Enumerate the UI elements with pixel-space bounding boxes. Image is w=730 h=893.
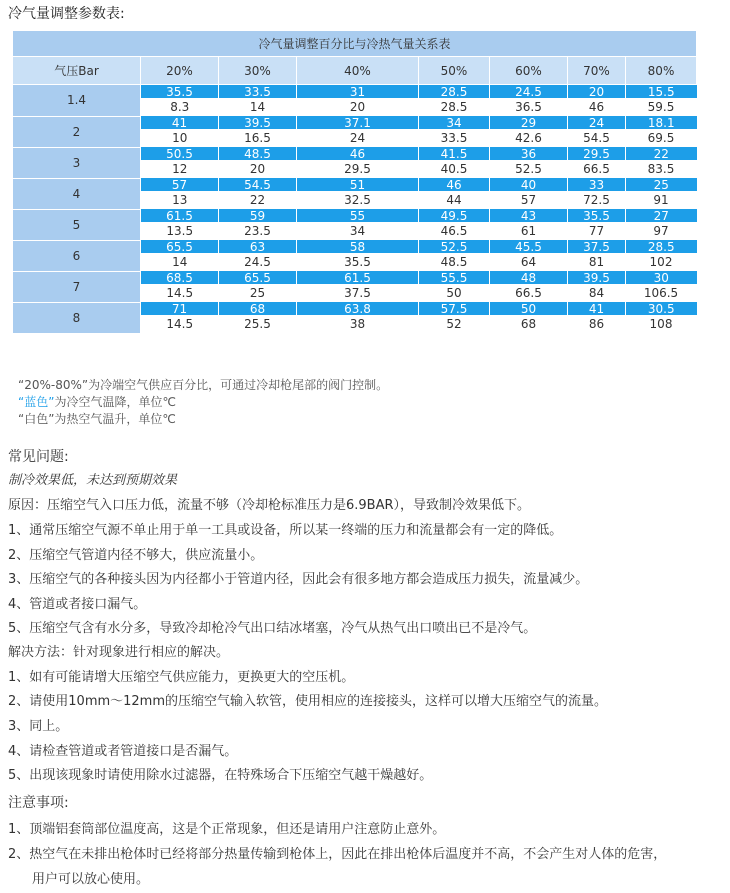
cold-temp-drop-cell: 68.5 bbox=[141, 271, 219, 284]
percent-header: 40% bbox=[297, 57, 419, 85]
cold-temp-drop-cell: 29.5 bbox=[568, 147, 626, 160]
hot-temp-rise-cell: 12 bbox=[141, 160, 219, 178]
cold-temp-drop-cell: 63 bbox=[219, 240, 297, 253]
cold-temp-drop-cell: 29 bbox=[490, 116, 568, 129]
hot-temp-rise-cell: 54.5 bbox=[568, 129, 626, 147]
note-percent-range: “20%-80%”为冷端空气供应百分比，可通过冷却枪尾部的阀门控制。 bbox=[18, 378, 389, 392]
hot-temp-rise-cell: 20 bbox=[219, 160, 297, 178]
cold-temp-drop-cell: 28.5 bbox=[626, 240, 697, 253]
hot-temp-rise-cell: 69.5 bbox=[626, 129, 697, 147]
cause-item: 3、压缩空气的各种接头因为内径都小于管道内径，因此会有很多地方都会造成压力损失，流量减少。 bbox=[8, 572, 589, 587]
cold-temp-drop-cell: 18.1 bbox=[626, 116, 697, 129]
cold-temp-drop-cell: 36 bbox=[490, 147, 568, 160]
cold-temp-drop-cell: 48 bbox=[490, 271, 568, 284]
table-row bbox=[13, 147, 697, 160]
notice-item: 用户可以放心使用。 bbox=[32, 872, 150, 887]
cold-temp-drop-cell: 52.5 bbox=[419, 240, 490, 253]
hot-temp-rise-cell: 50 bbox=[419, 284, 490, 302]
cold-temp-drop-cell: 30 bbox=[626, 271, 697, 284]
note-blue bbox=[18, 394, 388, 411]
hot-temp-rise-cell: 38 bbox=[297, 315, 419, 333]
hot-temp-rise-cell: 22 bbox=[219, 191, 297, 209]
hot-temp-rise-cell: 84 bbox=[568, 284, 626, 302]
cold-temp-drop-cell: 39.5 bbox=[219, 116, 297, 129]
hot-temp-rise-cell: 66.5 bbox=[490, 284, 568, 302]
hot-temp-rise-cell: 59.5 bbox=[626, 98, 697, 116]
cold-temp-drop-cell: 50 bbox=[490, 302, 568, 315]
solution-title: 解决方法：针对现象进行相应的解决。 bbox=[8, 645, 230, 660]
note-blue-word: “蓝色” bbox=[18, 395, 55, 409]
table-notes bbox=[18, 377, 388, 428]
hot-temp-rise-cell: 24 bbox=[297, 129, 419, 147]
hot-temp-rise-cell: 46 bbox=[568, 98, 626, 116]
hot-temp-rise-cell: 14.5 bbox=[141, 315, 219, 333]
cold-temp-drop-cell: 48.5 bbox=[219, 147, 297, 160]
hot-temp-rise-cell: 81 bbox=[568, 253, 626, 271]
hot-temp-rise-cell: 102 bbox=[626, 253, 697, 271]
hot-temp-rise-cell: 40.5 bbox=[419, 160, 490, 178]
cold-temp-drop-cell: 24.5 bbox=[490, 85, 568, 99]
cold-temp-drop-cell: 37.5 bbox=[568, 240, 626, 253]
hot-temp-rise-cell: 68 bbox=[490, 315, 568, 333]
hot-temp-rise-cell: 48.5 bbox=[419, 253, 490, 271]
notice-item: 1、顶端铝套筒部位温度高，这是个正常现象，但还是请用户注意防止意外。 bbox=[8, 822, 446, 837]
hot-temp-rise-cell: 108 bbox=[626, 315, 697, 333]
table-row bbox=[13, 240, 697, 253]
cause-item: 1、通常压缩空气源不单止用于单一工具或设备，所以某一终端的压力和流量都会有一定的降低。 bbox=[8, 523, 563, 538]
hot-temp-rise-cell: 14.5 bbox=[141, 284, 219, 302]
cold-temp-drop-cell: 61.5 bbox=[141, 209, 219, 222]
percent-header: 60% bbox=[490, 57, 568, 85]
hot-temp-rise-cell: 66.5 bbox=[568, 160, 626, 178]
table-row bbox=[13, 85, 697, 99]
hot-temp-rise-cell: 72.5 bbox=[568, 191, 626, 209]
hot-temp-rise-cell: 42.6 bbox=[490, 129, 568, 147]
hot-temp-rise-cell: 64 bbox=[490, 253, 568, 271]
cold-temp-drop-cell: 25 bbox=[626, 178, 697, 191]
solution-item: 2、请使用10mm～12mm的压缩空气输入软管，使用相应的连接接头，这样可以增大压缩空气的流量。 bbox=[8, 694, 608, 709]
cold-temp-drop-cell: 37.1 bbox=[297, 116, 419, 129]
cause-item: 2、压缩空气管道内径不够大，供应流量小。 bbox=[8, 548, 264, 563]
hot-temp-rise-cell: 8.3 bbox=[141, 98, 219, 116]
hot-temp-rise-cell: 14 bbox=[219, 98, 297, 116]
cold-temp-drop-cell: 30.5 bbox=[626, 302, 697, 315]
cold-temp-drop-cell: 49.5 bbox=[419, 209, 490, 222]
hot-temp-rise-cell: 83.5 bbox=[626, 160, 697, 178]
cold-temp-drop-cell: 59 bbox=[219, 209, 297, 222]
cold-temp-drop-cell: 46 bbox=[419, 178, 490, 191]
cold-temp-drop-cell: 41 bbox=[568, 302, 626, 315]
hot-temp-rise-cell: 106.5 bbox=[626, 284, 697, 302]
hot-temp-rise-cell: 25 bbox=[219, 284, 297, 302]
pressure-cell: 4 bbox=[13, 178, 141, 209]
solution-item: 1、如有可能请增大压缩空气供应能力，更换更大的空压机。 bbox=[8, 670, 355, 685]
cold-temp-drop-cell: 24 bbox=[568, 116, 626, 129]
cold-temp-drop-cell: 27 bbox=[626, 209, 697, 222]
cold-temp-drop-cell: 34 bbox=[419, 116, 490, 129]
notice-item: 2、热空气在未排出枪体时已经将部分热量传输到枪体上，因此在排出枪体后温度并不高，不会产生对人体的危害， bbox=[8, 847, 667, 862]
cold-temp-drop-cell: 15.5 bbox=[626, 85, 697, 99]
hot-temp-rise-cell: 32.5 bbox=[297, 191, 419, 209]
pressure-cell: 5 bbox=[13, 209, 141, 240]
cold-temp-drop-cell: 41 bbox=[141, 116, 219, 129]
solution-item: 4、请检查管道或者管道接口是否漏气。 bbox=[8, 744, 238, 759]
table-row bbox=[13, 116, 697, 129]
hot-temp-rise-cell: 52 bbox=[419, 315, 490, 333]
cold-temp-drop-cell: 22 bbox=[626, 147, 697, 160]
percent-header: 30% bbox=[219, 57, 297, 85]
hot-temp-rise-cell: 37.5 bbox=[297, 284, 419, 302]
cold-temp-drop-cell: 50.5 bbox=[141, 147, 219, 160]
cold-temp-drop-cell: 31 bbox=[297, 85, 419, 99]
hot-temp-rise-cell: 34 bbox=[297, 222, 419, 240]
table-row bbox=[13, 271, 697, 284]
cold-temp-drop-cell: 65.5 bbox=[141, 240, 219, 253]
cold-temp-drop-cell: 54.5 bbox=[219, 178, 297, 191]
page-title: 冷气量调整参数表: bbox=[8, 6, 125, 22]
solution-item: 5、出现该现象时请使用除水过滤器，在特殊场合下压缩空气越干燥越好。 bbox=[8, 768, 433, 783]
hot-temp-rise-cell: 46.5 bbox=[419, 222, 490, 240]
hot-temp-rise-cell: 10 bbox=[141, 129, 219, 147]
hot-temp-rise-cell: 28.5 bbox=[419, 98, 490, 116]
pressure-cell: 7 bbox=[13, 271, 141, 302]
hot-temp-rise-cell: 35.5 bbox=[297, 253, 419, 271]
cold-temp-drop-cell: 33 bbox=[568, 178, 626, 191]
pressure-header: 气压Bar bbox=[13, 57, 141, 85]
cause-item: 4、管道或者接口漏气。 bbox=[8, 597, 147, 612]
cold-temp-drop-cell: 45.5 bbox=[490, 240, 568, 253]
table-row bbox=[13, 209, 697, 222]
table-row bbox=[13, 178, 697, 191]
pressure-cell: 1.4 bbox=[13, 85, 141, 117]
note-blue-text: 为冷空气温降，单位℃ bbox=[54, 395, 176, 409]
cold-temp-drop-cell: 40 bbox=[490, 178, 568, 191]
hot-temp-rise-cell: 52.5 bbox=[490, 160, 568, 178]
cold-temp-drop-cell: 55.5 bbox=[419, 271, 490, 284]
parameter-table bbox=[12, 30, 697, 334]
hot-temp-rise-cell: 16.5 bbox=[219, 129, 297, 147]
cold-temp-drop-cell: 63.8 bbox=[297, 302, 419, 315]
hot-temp-rise-cell: 23.5 bbox=[219, 222, 297, 240]
solution-item: 3、同上。 bbox=[8, 719, 69, 734]
percent-header: 70% bbox=[568, 57, 626, 85]
hot-temp-rise-cell: 57 bbox=[490, 191, 568, 209]
percent-header: 80% bbox=[626, 57, 697, 85]
cold-temp-drop-cell: 58 bbox=[297, 240, 419, 253]
pressure-cell: 3 bbox=[13, 147, 141, 178]
cold-temp-drop-cell: 35.5 bbox=[568, 209, 626, 222]
cold-temp-drop-cell: 51 bbox=[297, 178, 419, 191]
cold-temp-drop-cell: 43 bbox=[490, 209, 568, 222]
percent-header: 50% bbox=[419, 57, 490, 85]
faq-subtitle: 制冷效果低，未达到预期效果 bbox=[8, 473, 178, 488]
cold-temp-drop-cell: 57 bbox=[141, 178, 219, 191]
table-row bbox=[13, 302, 697, 315]
hot-temp-rise-cell: 86 bbox=[568, 315, 626, 333]
cold-temp-drop-cell: 65.5 bbox=[219, 271, 297, 284]
hot-temp-rise-cell: 97 bbox=[626, 222, 697, 240]
faq-cause: 原因：压缩空气入口压力低，流量不够（冷却枪标准压力是6.9BAR），导致制冷效果低下。 bbox=[8, 498, 531, 513]
hot-temp-rise-cell: 61 bbox=[490, 222, 568, 240]
hot-temp-rise-cell: 20 bbox=[297, 98, 419, 116]
hot-temp-rise-cell: 14 bbox=[141, 253, 219, 271]
percent-header: 20% bbox=[141, 57, 219, 85]
cause-item: 5、压缩空气含有水分多，导致冷却枪冷气出口结冰堵塞，冷气从热气出口喷出已不是冷气。 bbox=[8, 621, 537, 636]
pressure-cell: 6 bbox=[13, 240, 141, 271]
cold-temp-drop-cell: 28.5 bbox=[419, 85, 490, 99]
cold-temp-drop-cell: 68 bbox=[219, 302, 297, 315]
cold-temp-drop-cell: 39.5 bbox=[568, 271, 626, 284]
note-white: “白色”为热空气温升，单位℃ bbox=[18, 412, 176, 426]
cold-temp-drop-cell: 61.5 bbox=[297, 271, 419, 284]
hot-temp-rise-cell: 77 bbox=[568, 222, 626, 240]
pressure-cell: 2 bbox=[13, 116, 141, 147]
hot-temp-rise-cell: 13 bbox=[141, 191, 219, 209]
hot-temp-rise-cell: 24.5 bbox=[219, 253, 297, 271]
notice-title: 注意事项: bbox=[8, 795, 69, 811]
hot-temp-rise-cell: 36.5 bbox=[490, 98, 568, 116]
cold-temp-drop-cell: 33.5 bbox=[219, 85, 297, 99]
faq-title: 常见问题: bbox=[8, 449, 69, 465]
hot-temp-rise-cell: 91 bbox=[626, 191, 697, 209]
cold-temp-drop-cell: 41.5 bbox=[419, 147, 490, 160]
cold-temp-drop-cell: 20 bbox=[568, 85, 626, 99]
cold-temp-drop-cell: 55 bbox=[297, 209, 419, 222]
cold-temp-drop-cell: 46 bbox=[297, 147, 419, 160]
hot-temp-rise-cell: 44 bbox=[419, 191, 490, 209]
hot-temp-rise-cell: 29.5 bbox=[297, 160, 419, 178]
hot-temp-rise-cell: 33.5 bbox=[419, 129, 490, 147]
hot-temp-rise-cell: 13.5 bbox=[141, 222, 219, 240]
pressure-cell: 8 bbox=[13, 302, 141, 333]
table-caption: 冷气量调整百分比与冷热气量关系表 bbox=[13, 31, 697, 57]
cold-temp-drop-cell: 71 bbox=[141, 302, 219, 315]
hot-temp-rise-cell: 25.5 bbox=[219, 315, 297, 333]
cold-temp-drop-cell: 35.5 bbox=[141, 85, 219, 99]
cold-temp-drop-cell: 57.5 bbox=[419, 302, 490, 315]
